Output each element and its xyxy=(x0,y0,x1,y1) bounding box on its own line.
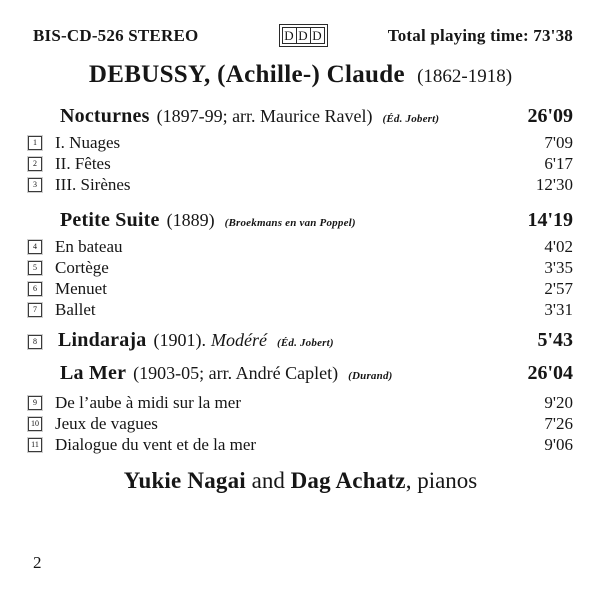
track-name: Dialogue du vent et de la mer xyxy=(55,435,257,454)
work-duration: 5'43 xyxy=(537,329,573,351)
performer-name: Yukie Nagai xyxy=(123,468,246,493)
track-row xyxy=(28,434,573,455)
performers-line xyxy=(28,466,573,496)
performers-role: , pianos xyxy=(405,468,478,493)
work-details: (1903-05; arr. André Caplet) xyxy=(133,363,339,383)
track-row xyxy=(28,153,573,174)
track-duration: 9'20 xyxy=(544,393,573,412)
page-number: 2 xyxy=(33,553,42,572)
track-number-box: 3 xyxy=(28,178,42,192)
track-name: Menuet xyxy=(55,279,107,298)
performer-name: Dag Achatz xyxy=(290,468,406,493)
ddd-letter-box: D xyxy=(310,27,325,44)
work-header-nocturnes xyxy=(60,103,573,132)
work-header-la-mer xyxy=(60,360,573,389)
track-number-box: 7 xyxy=(28,303,42,317)
track-number-box: 4 xyxy=(28,240,42,254)
track-name: De l’aube à midi sur la mer xyxy=(55,393,241,412)
tempo-marking: Modéré xyxy=(210,330,267,350)
track-duration: 2'57 xyxy=(544,279,573,298)
work-header-lindaraja xyxy=(28,327,573,356)
track-row xyxy=(28,257,573,278)
track-duration: 3'35 xyxy=(544,258,573,277)
track-name: Ballet xyxy=(55,300,96,319)
work-publisher: (Éd. Jobert) xyxy=(382,113,440,125)
track-duration: 3'31 xyxy=(544,300,573,319)
track-row xyxy=(28,174,573,195)
work-publisher: (Broekmans en van Poppel) xyxy=(224,217,356,229)
track-name: En bateau xyxy=(55,237,123,256)
catalog-number: BIS-CD-526 STEREO xyxy=(33,25,199,45)
track-row xyxy=(28,392,573,413)
total-playing-time: Total playing time: 73'38 xyxy=(387,25,573,45)
track-row xyxy=(28,278,573,299)
track-row xyxy=(28,299,573,320)
track-duration: 7'26 xyxy=(544,414,573,433)
work-header-petite-suite xyxy=(60,207,573,236)
work-details: (1901). xyxy=(153,330,206,350)
ddd-letter-box: D xyxy=(296,27,311,44)
work-duration: 26'09 xyxy=(527,105,573,127)
track-row xyxy=(28,132,573,153)
work-publisher: (Durand) xyxy=(348,370,393,382)
track-row xyxy=(28,413,573,434)
work-title: Petite Suite xyxy=(60,209,160,231)
track-number-box: 2 xyxy=(28,157,42,171)
track-number-box: 10 xyxy=(28,417,42,431)
track-name: Cortège xyxy=(55,258,109,277)
ddd-letter-box: D xyxy=(282,27,297,44)
work-title: Lindaraja xyxy=(58,329,147,351)
masthead xyxy=(28,24,573,47)
work-duration: 14'19 xyxy=(527,209,573,231)
work-details: (1897-99; arr. Maurice Ravel) xyxy=(156,106,373,126)
work-publisher: (Éd. Jobert) xyxy=(276,337,334,349)
track-name: Jeux de vagues xyxy=(55,414,158,433)
track-row xyxy=(28,236,573,257)
track-number-box: 6 xyxy=(28,282,42,296)
track-number-box: 5 xyxy=(28,261,42,275)
performers-conjunction: and xyxy=(245,468,291,493)
track-number-box: 8 xyxy=(28,335,42,349)
composer-heading xyxy=(28,59,573,93)
track-number-box: 11 xyxy=(28,438,42,452)
work-duration: 26'04 xyxy=(527,362,573,384)
track-duration: 9'06 xyxy=(544,435,573,454)
track-number-box: 9 xyxy=(28,396,42,410)
ddd-logo xyxy=(279,24,328,47)
track-duration: 6'17 xyxy=(544,154,573,173)
track-name: III. Sirènes xyxy=(55,175,131,194)
track-duration: 4'02 xyxy=(544,237,573,256)
work-details: (1889) xyxy=(166,210,215,230)
work-title: La Mer xyxy=(60,362,127,384)
track-duration: 7'09 xyxy=(544,133,573,152)
track-name: II. Fêtes xyxy=(55,154,111,173)
work-title: Nocturnes xyxy=(60,105,150,127)
track-name: I. Nuages xyxy=(55,133,121,152)
composer-name: DEBUSSY, (Achille-) Claude xyxy=(88,61,405,88)
track-number-box: 1 xyxy=(28,136,42,150)
track-duration: 12'30 xyxy=(535,175,573,194)
composer-dates: (1862-1918) xyxy=(417,66,513,87)
